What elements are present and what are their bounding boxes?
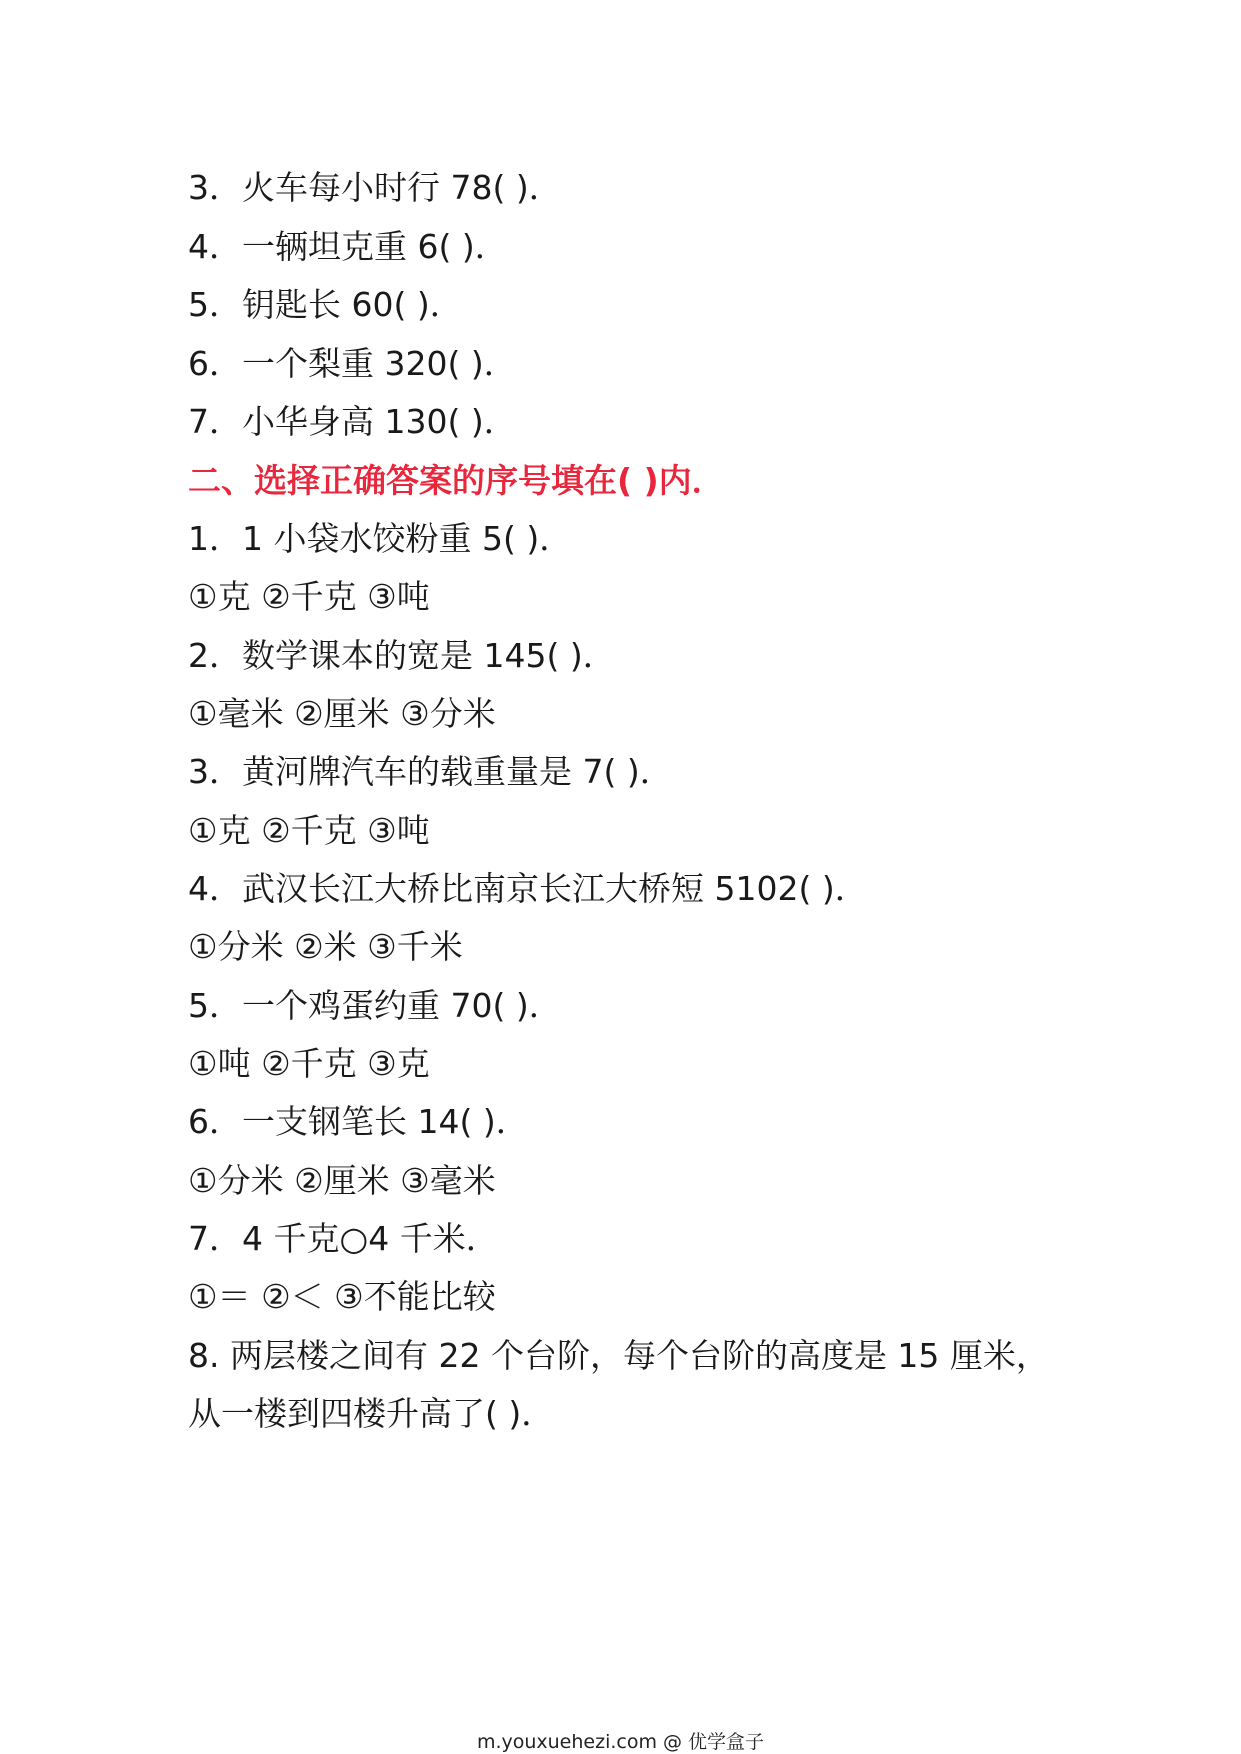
question-2: 2．数学课本的宽是 145( )． bbox=[188, 636, 616, 675]
question-4: 4．武汉长江大桥比南京长江大桥短 5102( )． bbox=[188, 869, 868, 908]
question-6: 6．一支钢笔长 14( )． bbox=[188, 1102, 529, 1141]
question-3-options: ①克 ②千克 ③吨 bbox=[188, 811, 430, 850]
question-7: 7．4 千克○4 千米． bbox=[188, 1219, 499, 1258]
fill-item-6: 6．一个梨重 320( )． bbox=[188, 344, 517, 383]
fill-item-4: 4．一辆坦克重 6( )． bbox=[188, 227, 508, 266]
fill-item-5: 5．钥匙长 60( )． bbox=[188, 285, 463, 324]
question-6-options: ①分米 ②厘米 ③毫米 bbox=[188, 1161, 496, 1200]
question-7-options: ①＝ ②＜ ③不能比较 bbox=[188, 1277, 496, 1316]
question-5-options: ①吨 ②千克 ③克 bbox=[188, 1044, 430, 1083]
question-4-options: ①分米 ②米 ③千米 bbox=[188, 927, 463, 966]
question-1-options: ①克 ②千克 ③吨 bbox=[188, 577, 430, 616]
question-2-options: ①毫米 ②厘米 ③分米 bbox=[188, 694, 496, 733]
question-8: 8. 两层楼之间有 22 个台阶，每个台阶的高度是 15 厘米， bbox=[188, 1336, 1049, 1375]
question-5: 5．一个鸡蛋约重 70( )． bbox=[188, 986, 562, 1025]
section-heading: 二、选择正确答案的序号填在( )内． bbox=[188, 461, 725, 500]
footer-watermark: m.youxuehezi.com @ 优学盒子 bbox=[476, 1731, 765, 1753]
fill-item-3: 3．火车每小时行 78( )． bbox=[188, 168, 562, 207]
fill-item-7: 7．小华身高 130( )． bbox=[188, 402, 517, 441]
question-1: 1．1 小袋水饺粉重 5( )． bbox=[188, 519, 573, 558]
question-8-continued: 从一楼到四楼升高了( )． bbox=[188, 1394, 555, 1433]
question-3: 3．黄河牌汽车的载重量是 7( )． bbox=[188, 752, 673, 791]
